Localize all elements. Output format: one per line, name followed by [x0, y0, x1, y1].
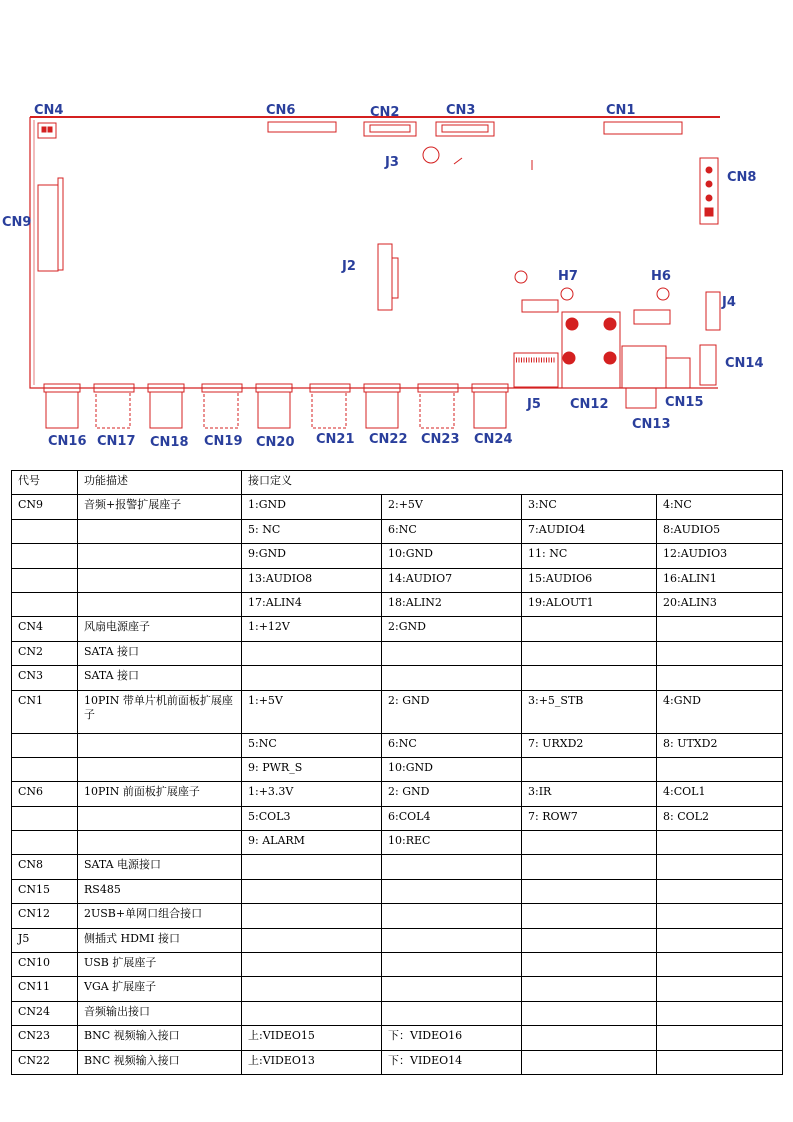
cell-code: [12, 806, 78, 830]
cn9-header: [38, 178, 63, 271]
cell-function: [78, 592, 242, 616]
cell-pin: 下：VIDEO14: [382, 1050, 522, 1074]
cell-pin: 1:+12V: [242, 617, 382, 641]
label-j4: J4: [722, 295, 736, 310]
table-row: [12, 1026, 783, 1050]
cell-pin: [657, 1026, 783, 1050]
cell-pin: [522, 757, 657, 781]
label-cn18: CN18: [150, 435, 189, 450]
cell-pin: [657, 666, 783, 690]
cell-pin: [242, 666, 382, 690]
cell-pin: 2:+5V: [382, 495, 522, 519]
cell-pin: 8: UTXD2: [657, 733, 783, 757]
cell-function: [78, 757, 242, 781]
table-header-row: [12, 471, 783, 495]
cell-pin: [522, 904, 657, 928]
cell-pin: 4:NC: [657, 495, 783, 519]
cell-pin: [657, 953, 783, 977]
label-j5: J5: [527, 397, 541, 412]
label-cn20: CN20: [256, 435, 295, 450]
cell-pin: 9: ALARM: [242, 831, 382, 855]
board-outline: [30, 117, 720, 388]
cell-pin: [382, 641, 522, 665]
cell-function: [78, 806, 242, 830]
label-cn2: CN2: [370, 105, 400, 120]
cell-function: [78, 519, 242, 543]
cell-pin: [382, 953, 522, 977]
cell-function: 2USB+单网口组合接口: [78, 904, 242, 928]
cell-function: 10PIN 前面板扩展座子: [78, 782, 242, 806]
label-cn17: CN17: [97, 434, 136, 449]
cell-pin: 14:AUDIO7: [382, 568, 522, 592]
table-row: [12, 568, 783, 592]
cell-pin: 下：VIDEO16: [382, 1026, 522, 1050]
label-cn4: CN4: [34, 103, 64, 118]
cell-pin: [242, 904, 382, 928]
cell-code: CN9: [12, 495, 78, 519]
j2-connector: [378, 244, 398, 310]
cell-code: CN3: [12, 666, 78, 690]
pin-definition-table: [11, 470, 783, 1075]
table-row: [12, 1050, 783, 1074]
table-row: [12, 904, 783, 928]
cell-code: CN10: [12, 953, 78, 977]
label-cn1: CN1: [606, 103, 636, 118]
cell-code: CN2: [12, 641, 78, 665]
cell-code: CN23: [12, 1026, 78, 1050]
label-cn3: CN3: [446, 103, 476, 118]
cell-code: [12, 733, 78, 757]
cell-function: [78, 544, 242, 568]
cell-function: SATA 电源接口: [78, 855, 242, 879]
table-row: [12, 806, 783, 830]
cell-pin: 上:VIDEO15: [242, 1026, 382, 1050]
table-row: [12, 641, 783, 665]
cell-pin: 5:NC: [242, 733, 382, 757]
cell-function: USB 扩展座子: [78, 953, 242, 977]
cell-code: [12, 544, 78, 568]
cell-pin: [522, 1050, 657, 1074]
table-row: [12, 592, 783, 616]
cell-function: 风扇电源座子: [78, 617, 242, 641]
cell-pin: 1:+3.3V: [242, 782, 382, 806]
cell-function: SATA 接口: [78, 666, 242, 690]
label-cn14: CN14: [725, 356, 764, 371]
cell-pin: [657, 1050, 783, 1074]
cell-pin: 7:AUDIO4: [522, 519, 657, 543]
cell-function: [78, 733, 242, 757]
cell-pin: 8: COL2: [657, 806, 783, 830]
cell-pin: 6:NC: [382, 733, 522, 757]
table-row: [12, 879, 783, 903]
cell-pin: [242, 953, 382, 977]
cell-code: [12, 757, 78, 781]
cell-pin: 2: GND: [382, 690, 522, 733]
cell-pin: 7: ROW7: [522, 806, 657, 830]
cell-pin: 12:AUDIO3: [657, 544, 783, 568]
table-row: [12, 757, 783, 781]
cell-code: [12, 568, 78, 592]
cell-pin: [382, 904, 522, 928]
cell-pin: [657, 1001, 783, 1025]
cell-pin: 3:NC: [522, 495, 657, 519]
cell-code: CN22: [12, 1050, 78, 1074]
cell-pin: 3:IR: [522, 782, 657, 806]
cell-pin: [657, 928, 783, 952]
table-row: [12, 831, 783, 855]
cell-code: CN11: [12, 977, 78, 1001]
table-row: [12, 666, 783, 690]
cell-code: J5: [12, 928, 78, 952]
table-row: [12, 544, 783, 568]
label-cn15: CN15: [665, 395, 704, 410]
cell-pin: [657, 879, 783, 903]
cell-code: CN8: [12, 855, 78, 879]
label-j3: J3: [385, 155, 399, 170]
cell-pin: [522, 928, 657, 952]
cell-pin: [242, 977, 382, 1001]
cell-pin: [242, 928, 382, 952]
cell-pin: 10:REC: [382, 831, 522, 855]
cell-function: 10PIN 带单片机前面板扩展座子: [78, 690, 242, 733]
cell-pin: [242, 641, 382, 665]
cell-pin: 17:ALIN4: [242, 592, 382, 616]
cell-pin: [522, 1001, 657, 1025]
cell-pin: [522, 641, 657, 665]
cell-pin: 19:ALOUT1: [522, 592, 657, 616]
table-row: [12, 519, 783, 543]
label-cn9: CN9: [2, 215, 32, 230]
cell-pin: 4:GND: [657, 690, 783, 733]
label-cn19: CN19: [204, 434, 243, 449]
cell-pin: [522, 1026, 657, 1050]
label-j2: J2: [342, 259, 356, 274]
cell-function: [78, 568, 242, 592]
label-cn8: CN8: [727, 170, 757, 185]
board-diagram: [0, 0, 793, 460]
cell-pin: [657, 757, 783, 781]
table-row: [12, 928, 783, 952]
cell-pin: [522, 617, 657, 641]
cell-function: 音频+报警扩展座子: [78, 495, 242, 519]
cell-code: CN24: [12, 1001, 78, 1025]
cell-pin: [657, 855, 783, 879]
cell-function: BNC 视频输入接口: [78, 1050, 242, 1074]
cell-pin: 上:VIDEO13: [242, 1050, 382, 1074]
label-h6: H6: [651, 269, 671, 284]
cell-pin: [522, 855, 657, 879]
cell-pin: 1:GND: [242, 495, 382, 519]
table-row: [12, 733, 783, 757]
cell-pin: 13:AUDIO8: [242, 568, 382, 592]
label-cn21: CN21: [316, 432, 355, 447]
cell-pin: [382, 977, 522, 1001]
cell-code: CN6: [12, 782, 78, 806]
cell-pin: [242, 1001, 382, 1025]
cell-function: BNC 视频输入接口: [78, 1026, 242, 1050]
cell-pin: 18:ALIN2: [382, 592, 522, 616]
table-row: [12, 782, 783, 806]
cell-function: VGA 扩展座子: [78, 977, 242, 1001]
cell-pin: [657, 617, 783, 641]
cn8-connector: [700, 158, 718, 224]
top-connectors: [38, 122, 682, 170]
label-cn16: CN16: [48, 434, 87, 449]
cell-pin: 6:COL4: [382, 806, 522, 830]
cell-pin: 15:AUDIO6: [522, 568, 657, 592]
label-cn13: CN13: [632, 417, 671, 432]
cell-pin: 7: URXD2: [522, 733, 657, 757]
cell-function: SATA 接口: [78, 641, 242, 665]
table-row: [12, 977, 783, 1001]
cell-pin: 2:GND: [382, 617, 522, 641]
table-row: [12, 690, 783, 733]
cell-pin: [522, 953, 657, 977]
cell-function: RS485: [78, 879, 242, 903]
cell-pin: 10:GND: [382, 757, 522, 781]
table-row: [12, 855, 783, 879]
label-cn23: CN23: [421, 432, 460, 447]
header-definition: 接口定义: [242, 471, 783, 495]
cell-code: CN12: [12, 904, 78, 928]
cell-pin: [242, 855, 382, 879]
cell-pin: [382, 928, 522, 952]
cell-pin: [657, 641, 783, 665]
cell-code: CN15: [12, 879, 78, 903]
cell-pin: 10:GND: [382, 544, 522, 568]
cell-pin: [382, 666, 522, 690]
cell-pin: 16:ALIN1: [657, 568, 783, 592]
cell-code: [12, 831, 78, 855]
cell-pin: 9:GND: [242, 544, 382, 568]
cell-pin: [657, 977, 783, 1001]
cell-pin: 3:+5_STB: [522, 690, 657, 733]
cell-pin: 1:+5V: [242, 690, 382, 733]
cell-pin: [522, 666, 657, 690]
cell-function: 音频输出接口: [78, 1001, 242, 1025]
cell-pin: 8:AUDIO5: [657, 519, 783, 543]
cell-pin: [522, 831, 657, 855]
label-h7: H7: [558, 269, 578, 284]
cell-code: [12, 519, 78, 543]
table-row: [12, 617, 783, 641]
cell-pin: [382, 879, 522, 903]
cell-pin: 5:COL3: [242, 806, 382, 830]
label-cn22: CN22: [369, 432, 408, 447]
header-function: 功能描述: [78, 471, 242, 495]
table-row: [12, 1001, 783, 1025]
table-row: [12, 953, 783, 977]
cell-pin: 9: PWR_S: [242, 757, 382, 781]
cell-code: [12, 592, 78, 616]
cell-pin: 11: NC: [522, 544, 657, 568]
cell-pin: 4:COL1: [657, 782, 783, 806]
cell-pin: [522, 879, 657, 903]
cell-function: [78, 831, 242, 855]
cell-pin: [522, 977, 657, 1001]
cell-pin: 20:ALIN3: [657, 592, 783, 616]
cell-function: 侧插式 HDMI 接口: [78, 928, 242, 952]
cell-pin: [242, 879, 382, 903]
cell-pin: 5: NC: [242, 519, 382, 543]
cell-code: CN1: [12, 690, 78, 733]
header-code: 代号: [12, 471, 78, 495]
label-cn6: CN6: [266, 103, 296, 118]
table-row: [12, 495, 783, 519]
cell-code: CN4: [12, 617, 78, 641]
cell-pin: [657, 904, 783, 928]
label-cn12: CN12: [570, 397, 609, 412]
label-cn24: CN24: [474, 432, 513, 447]
cell-pin: 6:NC: [382, 519, 522, 543]
cell-pin: [382, 1001, 522, 1025]
bottom-bnc-connectors: [44, 384, 508, 428]
cell-pin: 2: GND: [382, 782, 522, 806]
cell-pin: [382, 855, 522, 879]
cell-pin: [657, 831, 783, 855]
